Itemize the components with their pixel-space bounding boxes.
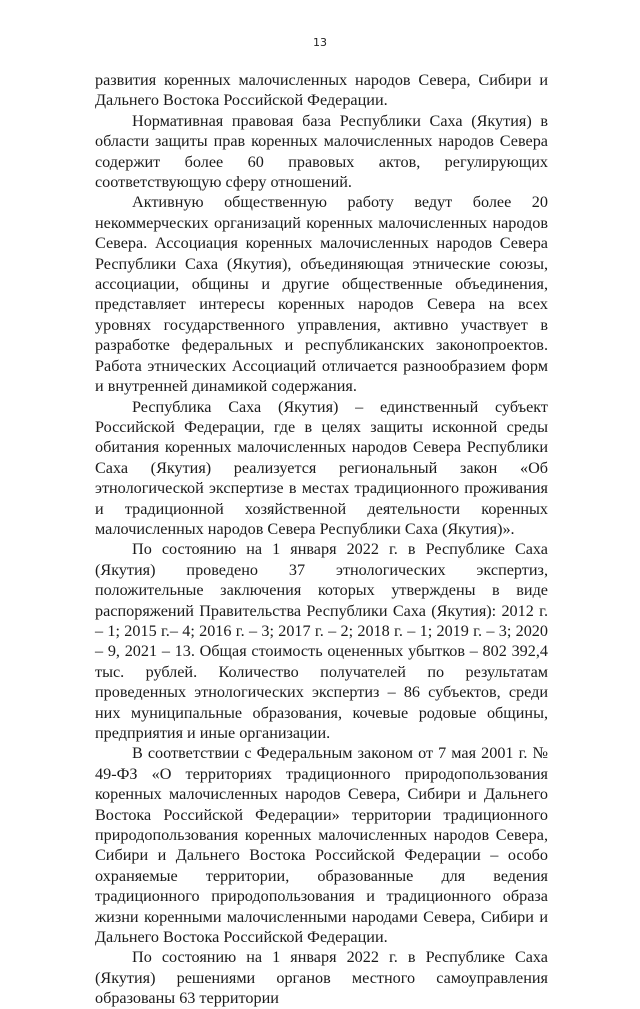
paragraph: По состоянию на 1 января 2022 г. в Республике Саха (Якутия) решениями органов местного самоуправления образованы 63 территории — [95, 948, 548, 1008]
paragraph: Активную общественную работу ведут более 20 некоммерческих организаций коренных малочисленных народов Севера. Ассоциация коренных малочисленных народов Севера Республики Саха (Якутия), объединяющая этнические союзы, ассоциации, общины и другие общественные объединения, представляет интересы коренных народов Севера на всех уровнях государственного управления, активно участвует в разработке федеральных и республиканских законопроектов. Работа этнических Ассоциаций отличается разнообразием форм и внутренней динамикой содержания. — [95, 193, 548, 396]
paragraph: развития коренных малочисленных народов Севера, Сибири и Дальнего Востока Российской Федерации. — [95, 71, 548, 110]
paragraph: По состоянию на 1 января 2022 г. в Республике Саха (Якутия) проведено 37 этнологических экспертиз, положительные заключения которых утверждены в виде распоряжений Правительства Республики Саха (Якутия): 2012 г. – 1; 2015 г.– 4; 2016 г. – 3; 2017 г. – 2; 2018 г. – 1; 2019 г. – 3; 2020 – 9, 2021 – 13. Общая стоимость оцененных убытков – 802 392,4 тыс. рублей. Количество получателей по результатам проведенных этнологических экспертиз – 86 субъектов, среди них муниципальные образования, кочевые родовые общины, предприятия и иные организации. — [95, 540, 548, 742]
paragraph: В соответствии с Федеральным законом от 7 мая 2001 г. № 49-ФЗ «О территориях традиционного природопользования коренных малочисленных народов Севера, Сибири и Дальнего Востока Российской Федерации» территории традиционного природопользования коренных малочисленных народов Севера, Сибири и Дальнего Востока Российской Федерации – особо охраняемые территории, образованные для ведения традиционного природопользования и традиционного образа жизни коренными малочисленными народами Севера, Сибири и Дальнего Востока Российской Федерации. — [95, 744, 548, 947]
page-number: 13 — [313, 36, 327, 49]
body-text — [95, 70, 548, 1009]
paragraph: Республика Саха (Якутия) – единственный субъект Российской Федерации, где в целях защиты исконной среды обитания коренных малочисленных народов Севера Республики Саха (Якутия) реализуется региональный закон «Об этнологической экспертизе в местах традиционного проживания и традиционной хозяйственной деятельности коренных малочисленных народов Севера Республики Саха (Якутия)». — [95, 397, 548, 538]
paragraph: Нормативная правовая база Республики Саха (Якутия) в области защиты прав коренных малочисленных народов Севера содержит более 60 правовых актов, регулирующих соответствующую сферу отношений. — [95, 111, 548, 192]
